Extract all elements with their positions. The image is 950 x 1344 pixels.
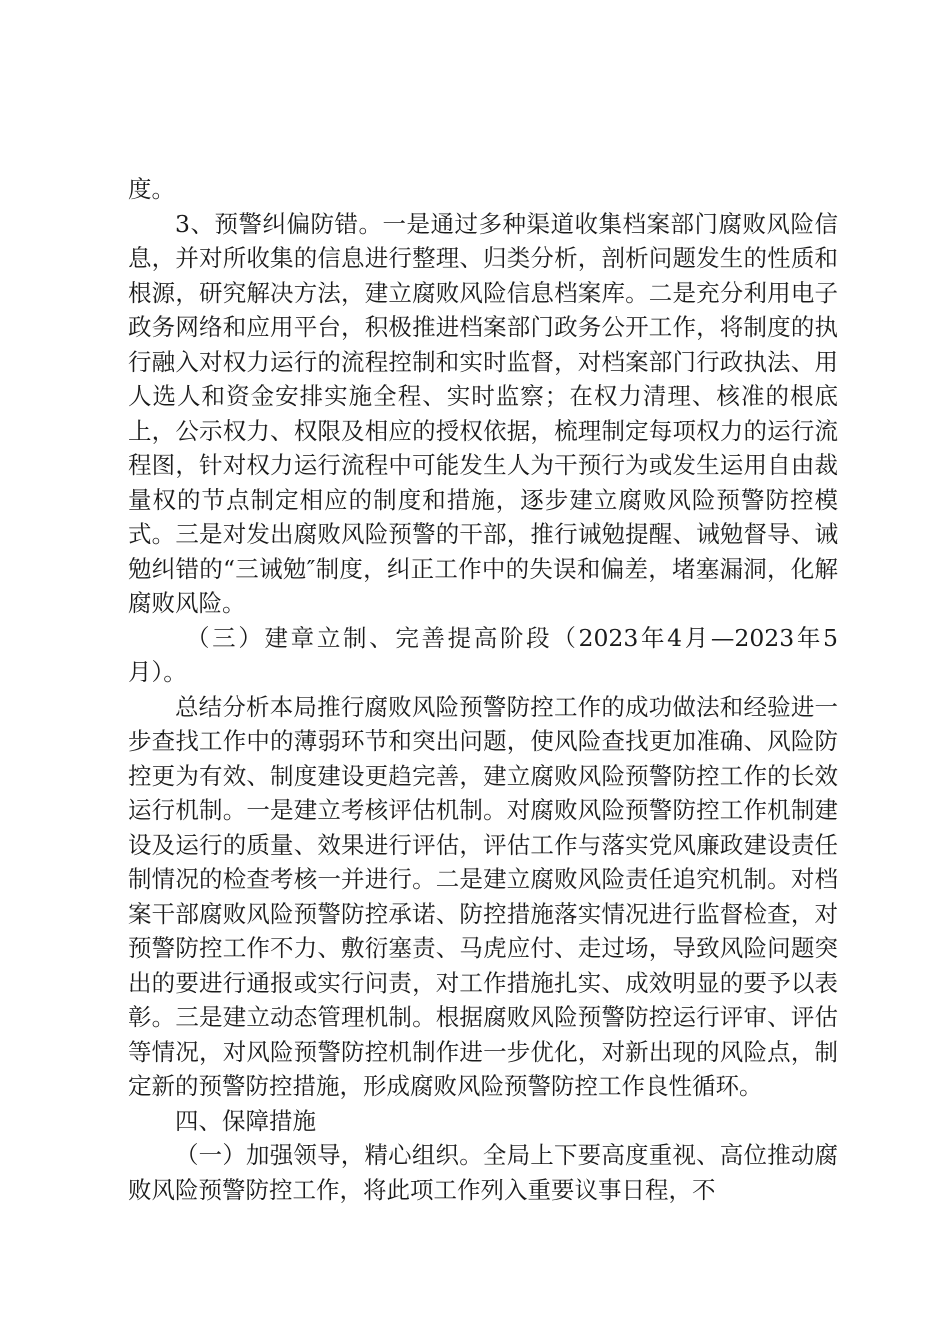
paragraph-continuation: 度。 (128, 175, 175, 203)
section-heading-safeguards: 四、保障措施 (175, 1106, 316, 1135)
paragraph-early-warning: 3、预警纠偏防错。一是通过多种渠道收集档案部门腐败风险信息，并对所收集的信息进行整理、归类分析，剖析问题发生的性质和根源，研究解决方法，建立腐败风险信息档案库。二是充分利用电子政务网络和应用平台，积极推进档案部门政务公开工作，将制度的执行融入对权力运行的流程控制和实时监督，对档案部门行政执法、用人选人和资金安排实施全程、实时监察；在权力清理、核准的根底上，公示权力、权限及相应的授权依据，梳理制定每项权力的运行流程图，针对权力运行流程中可能发生人为干预行为或发生运用自由裁量权的节点制定相应的制度和措施，逐步建立腐败风险预警防控模式。三是对发出腐败风险预警的干部，推行诫勉提醒、诫勉督导、诫勉纠错的“三诫勉″制度，纠正工作中的失误和偏差，堵塞漏洞，化解腐败风险。 (128, 209, 838, 617)
paragraph-leadership: （一）加强领导，精心组织。全局上下要高度重视、高位推动腐败风险预警防控工作，将此项工作列入重要议事日程，不 (128, 1141, 838, 1204)
paragraph-summary-analysis: 总结分析本局推行腐败风险预警防控工作的成功做法和经验进一步查找工作中的薄弱环节和突出问题，使风险查找更加准确、风险防控更为有效、制度建设更趋完善，建立腐败风险预警防控工作的长效运行机制。一是建立考核评估机制。对腐败风险预警防控工作机制建设及运行的质量、效果进行评估，评估工作与落实党风廉政建设责任制情况的检查考核一并进行。二是建立腐败风险责任追究机制。对档案干部腐败风险预警防控承诺、防控措施落实情况进行监督检查，对预警防控工作不力、敷衍塞责、马虎应付、走过场，导致风险问题突出的要进行通报或实行问责，对工作措施扎实、成效明显的要予以表彰。三是建立动态管理机制。根据腐败风险预警防控运行评审、评估等情况，对风险预警防控机制作进一步优化，对新出现的风险点，制定新的预警防控措施，形成腐败风险预警防控工作良性循环。 (128, 692, 838, 1100)
document-body (128, 172, 838, 1207)
section-heading-stage-three: （三）建章立制、完善提高阶段（2023年4月—2023年5月）。 (128, 623, 838, 686)
